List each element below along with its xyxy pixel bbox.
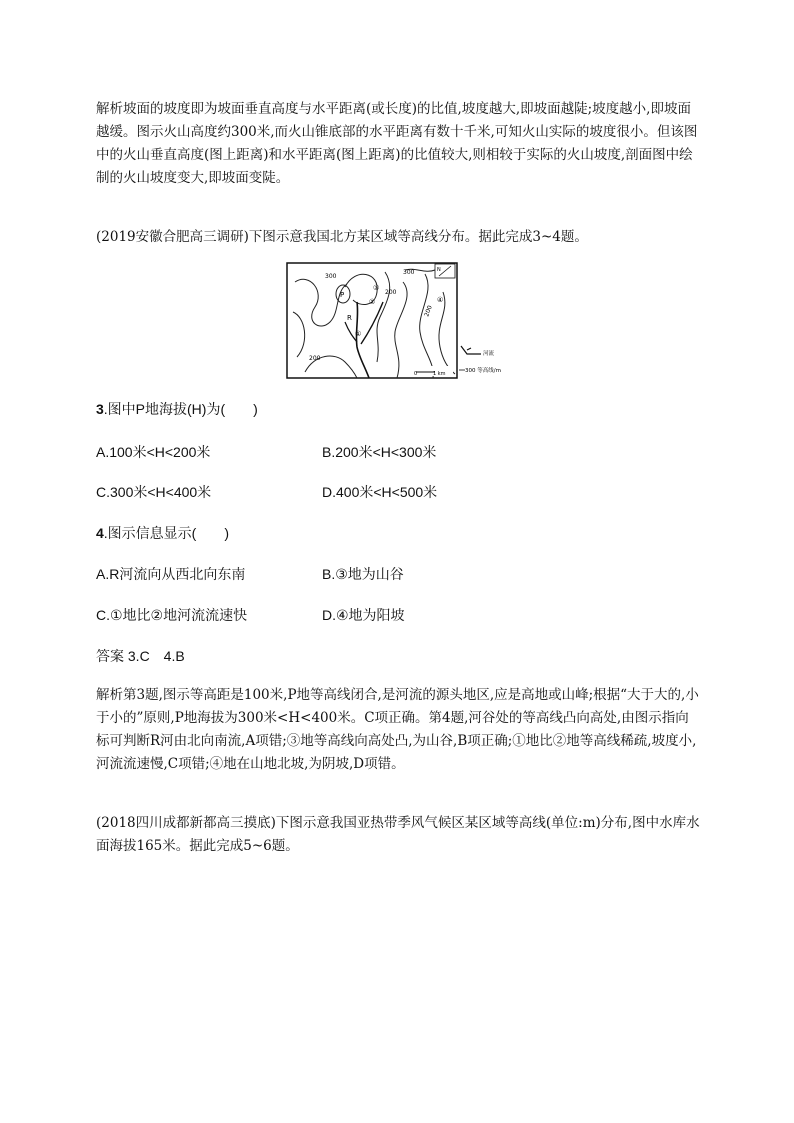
scale-one: 1 km — [433, 371, 446, 377]
label-contour-200: 200 — [385, 289, 397, 296]
intro-paragraph-3-4: (2019安徽合肥高三调研)下图示意我国北方某区域等高线分布。据此完成3~4题。 — [96, 229, 588, 245]
question-3-option-c: C.300米<H<400米 — [96, 484, 212, 500]
label-r: R — [347, 314, 352, 322]
label-circle-1: ① — [355, 330, 362, 338]
question-4-text: .图示信息显示( ) — [103, 525, 230, 541]
answer-line: 答案 3.C 4.B — [96, 648, 185, 664]
north-label: N — [437, 267, 441, 273]
river-r — [356, 302, 369, 378]
analysis-paragraph-2: 解析第3题,图示等高距是100米,P地等高线闭合,是河流的源头地区,应是高地或山峰;根据“大于大的,小于小的”原则,P地海拔为300米<H<400米。C项正确。第4题,河谷处的等高线凸向高处,由图示指向标可判断R河由北向南流,A项错;③地等高线向高处凸,为山谷,B项正确;①地比②地等高线稀疏,坡度小,河流流速慢,C项错;④地在山地北坡,为阴坡,D项错。 — [96, 687, 699, 772]
analysis-paragraph-1: 解析坡面的坡度即为坡面垂直高度与水平距离(或长度)的比值,坡度越大,即坡面越陡;坡度越小,即坡面越缓。图示火山高度约300米,而火山锥底部的水平距离有数十千米,可知火山实际的坡度很小。但该图中的火山垂直高度(图上距离)和水平距离(图上距离)的比值较大,则相较于实际的火山坡度,剖面图中绘制的火山坡度变大,即坡面变陡。 — [96, 101, 698, 186]
legend-river-label: 河流 — [483, 351, 495, 357]
scale-zero: 0 — [414, 371, 418, 377]
question-4-option-d: D.④地为阳坡 — [322, 607, 405, 623]
question-4-stem — [96, 523, 229, 543]
question-4-option-a: A.R河流向从西北向东南 — [96, 566, 246, 582]
question-4-option-c: C.①地比②地河流流速快 — [96, 607, 248, 623]
contour-line — [439, 292, 455, 374]
question-4-option-b: B.③地为山谷 — [322, 566, 404, 582]
label-contour-200: 200 — [423, 304, 434, 318]
contour-line — [395, 282, 407, 378]
question-3-option-d: D.400米<H<500米 — [322, 484, 438, 500]
label-p: P — [340, 291, 345, 299]
question-3-text: .图中P地海拔(H)为( ) — [103, 401, 258, 417]
question-3-option-a: A.100米<H<200米 — [96, 444, 211, 460]
contour-line — [293, 312, 305, 357]
label-contour-300: 300 — [403, 269, 415, 276]
question-3-number: 3 — [96, 401, 104, 417]
contour-line — [420, 274, 434, 378]
legend-river-icon — [461, 346, 481, 354]
label-contour-200: 200 — [309, 355, 321, 362]
label-contour-300: 300 — [325, 273, 337, 280]
contour-map — [285, 262, 515, 382]
question-3-option-b: B.200米<H<300米 — [322, 444, 437, 460]
river-tributary — [361, 302, 383, 344]
question-3-stem — [96, 399, 258, 419]
question-4-number: 4 — [96, 525, 104, 541]
legend-contour-label: 300 等高线/m — [465, 368, 501, 374]
contour-map-svg — [285, 262, 515, 382]
label-circle-2: ② — [369, 298, 376, 306]
intro-paragraph-5-6: (2018四川成都新都高三摸底)下图示意我国亚热带季风气候区某区域等高线(单位:m)分布,图中水库水面海拔165米。据此完成5~6题。 — [96, 815, 700, 854]
label-circle-3: ③ — [373, 284, 380, 292]
label-circle-4: ④ — [437, 296, 444, 304]
